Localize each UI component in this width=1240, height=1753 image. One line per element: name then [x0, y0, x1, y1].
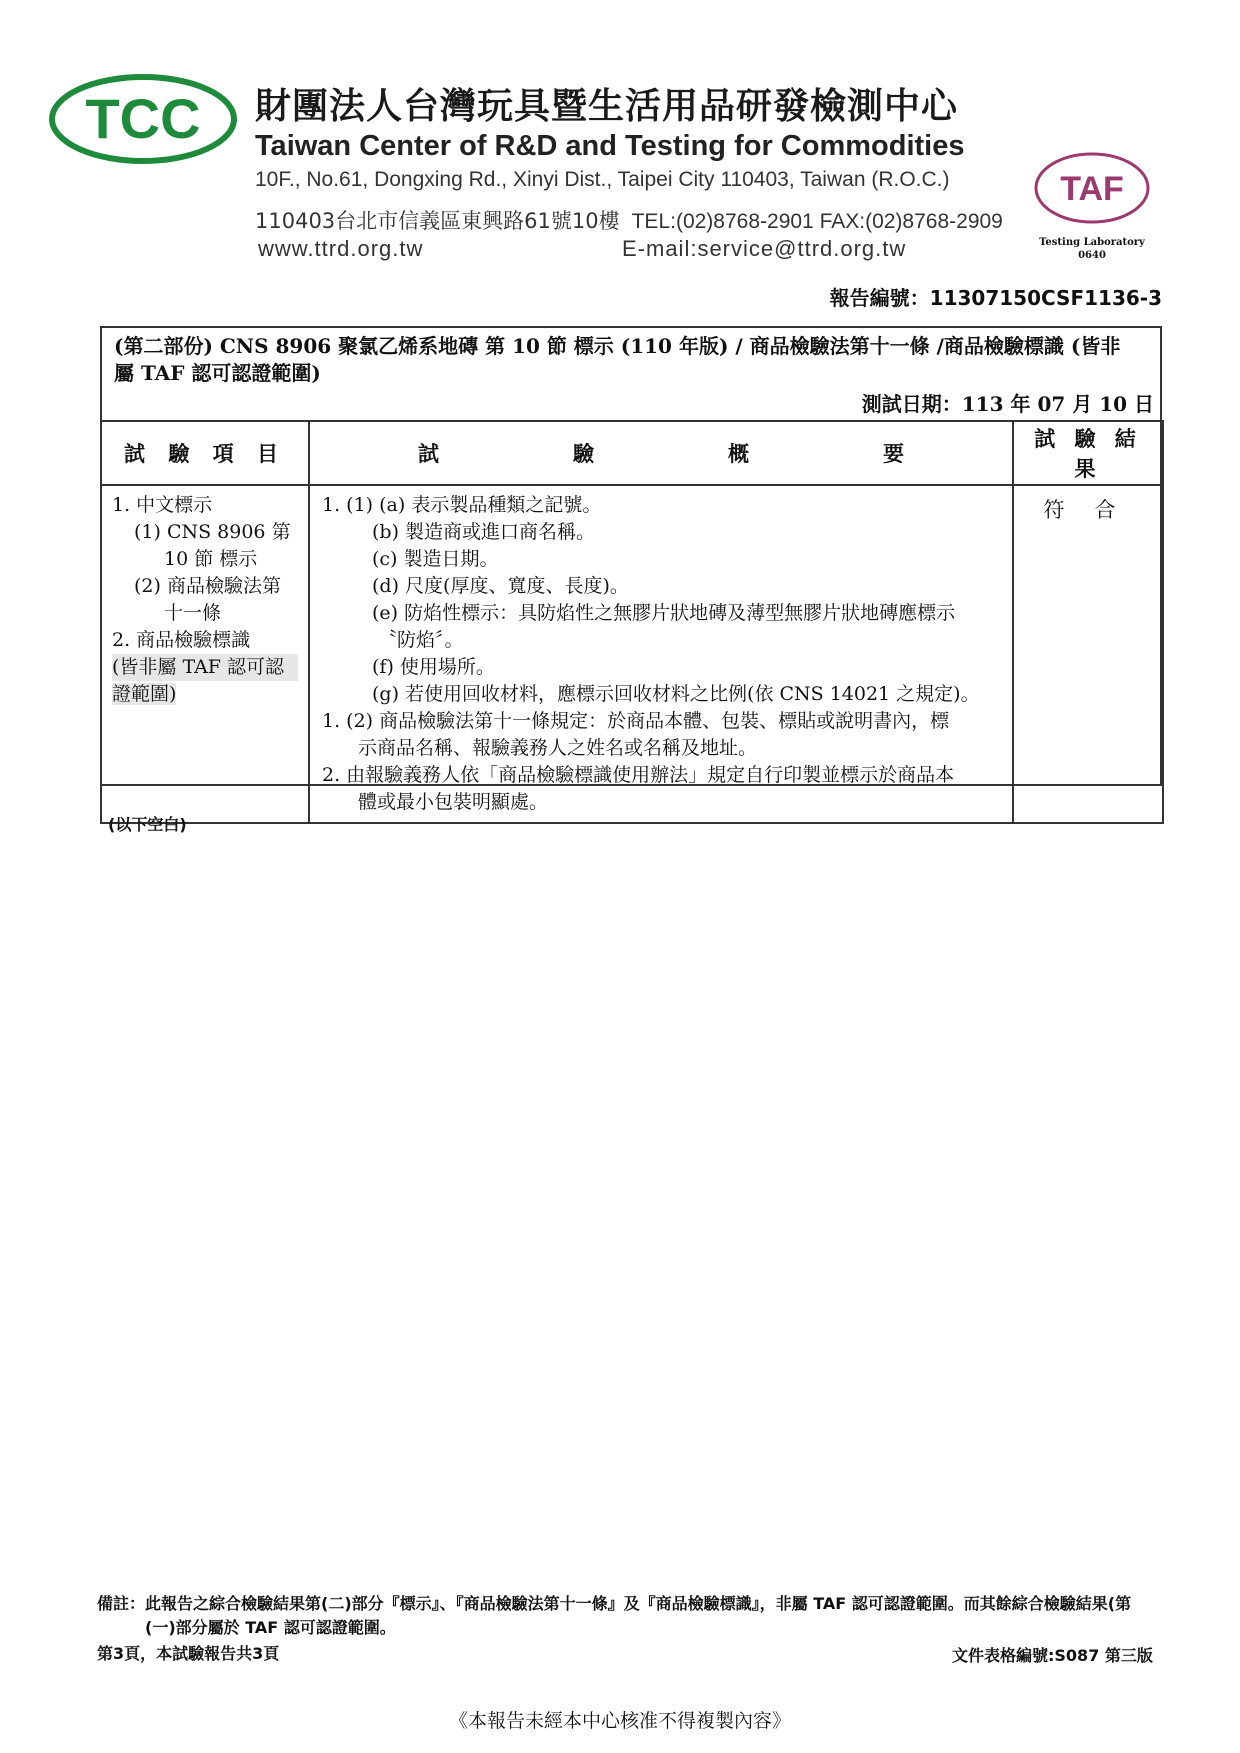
header-summary — [309, 421, 1013, 485]
summary-line: 體或最小包裝明顯處。 — [358, 791, 549, 813]
summary-cell — [309, 485, 1013, 823]
header-summary-char: 驗 — [573, 442, 594, 466]
website: www.ttrd.org.tw — [258, 236, 424, 261]
item-line: (皆非屬 TAF 認可認 — [112, 654, 298, 681]
summary-line: 示商品名稱、報驗義務人之姓名或名稱及地址。 — [358, 737, 758, 759]
item-line-text: 證範圍) — [112, 683, 177, 705]
form-number: 文件表格編號:S087 第三版 — [952, 1646, 1153, 1665]
result-cell: 符合 — [1013, 485, 1163, 823]
summary-line: 2. 由報驗義務人依「商品檢驗標識使用辦法」規定自行印製並標示於商品本 — [322, 764, 955, 786]
section-title: (第二部份) CNS 8906 聚氯乙烯系地磚 第 10 節 標示 (110 年版) / 商品檢驗法第十一條 /商品檢驗標識 (皆非屬 TAF 認可認證範圍) — [114, 334, 1121, 385]
summary-line: 1. (1) (a) 表示製品種類之記號。 — [322, 494, 602, 516]
address-zh-text: 110403台北市信義區東興路61號10樓 — [255, 209, 620, 233]
address-zh — [255, 205, 1003, 235]
summary-line: (c) 製造日期。 — [372, 548, 499, 570]
item-line: 10 節 標示 — [164, 548, 258, 570]
header-summary-char: 要 — [883, 442, 904, 466]
summary-line: (d) 尺度(厚度、寬度、長度)。 — [372, 575, 629, 597]
remark-line: (一)部分屬於 TAF 認可認證範圍。 — [145, 1618, 396, 1637]
results-table — [100, 420, 1164, 824]
table-header-row — [101, 421, 1163, 485]
summary-line: (e) 防焰性標示：具防焰性之無膠片狀地磚及薄型無膠片狀地磚應標示 — [372, 602, 956, 624]
taf-number: 0640 — [1078, 250, 1106, 261]
remark — [97, 1592, 1167, 1640]
summary-line: 〝防焰〞。 — [378, 629, 464, 651]
copy-restriction-note: 《本報告未經本中心核准不得複製內容》 — [448, 1710, 791, 1732]
test-date: 測試日期：113 年 07 月 10 日 — [861, 392, 1154, 416]
item-cell — [101, 485, 309, 823]
tel-fax: TEL:(02)8768-2901 FAX:(02)8768-2909 — [631, 210, 1003, 233]
taf-logo-text: TAF — [1060, 170, 1124, 208]
email: E-mail:service@ttrd.org.tw — [622, 236, 907, 261]
taf-caption — [1030, 236, 1154, 262]
summary-line: (g) 若使用回收材料，應標示回收材料之比例(依 CNS 14021 之規定)。 — [372, 683, 980, 705]
page-info: 第3頁，本試驗報告共3頁 — [97, 1644, 280, 1663]
header-result: 試 驗 結 果 — [1013, 421, 1163, 485]
address-en: 10F., No.61, Dongxing Rd., Xinyi Dist., Taipei City 110403, Taiwan (R.O.C.) — [255, 168, 950, 191]
header-summary-char: 試 — [418, 442, 439, 466]
header-summary-char: 概 — [728, 442, 749, 466]
tcc-logo-text: TCC — [85, 87, 201, 150]
item-line — [112, 681, 298, 708]
blank-note: (以下空白) — [108, 815, 187, 834]
tcc-logo — [48, 72, 238, 166]
taf-caption-text: Testing Laboratory — [1039, 237, 1145, 248]
item-line: 2. 商品檢驗標識 — [112, 629, 251, 651]
table-row — [101, 485, 1163, 823]
item-line: (2) 商品檢驗法第 — [134, 575, 281, 597]
org-name-en: Taiwan Center of R&D and Testing for Commodities — [255, 130, 965, 162]
org-name-zh: 財團法人台灣玩具暨生活用品研發檢測中心 — [255, 86, 959, 127]
taf-logo — [1030, 148, 1154, 228]
header-item: 試 驗 項 目 — [101, 421, 309, 485]
remark-line: 備註：此報告之綜合檢驗結果第(二)部分『標示』、『商品檢驗法第十一條』及『商品檢驗標識』，非屬 TAF 認可認證範圍。而其餘綜合檢驗結果(第 — [97, 1594, 1132, 1613]
summary-line: (b) 製造商或進口商名稱。 — [372, 521, 596, 543]
report-number: 報告編號：11307150CSF1136-3 — [829, 286, 1162, 310]
item-line: 1. 中文標示 — [112, 494, 213, 516]
summary-line: 1. (2) 商品檢驗法第十一條規定：於商品本體、包裝、標貼或說明書內，標 — [322, 710, 950, 732]
item-line: 十一條 — [164, 602, 222, 624]
summary-line: (f) 使用場所。 — [372, 656, 495, 678]
item-line: (1) CNS 8906 第 — [134, 521, 291, 543]
